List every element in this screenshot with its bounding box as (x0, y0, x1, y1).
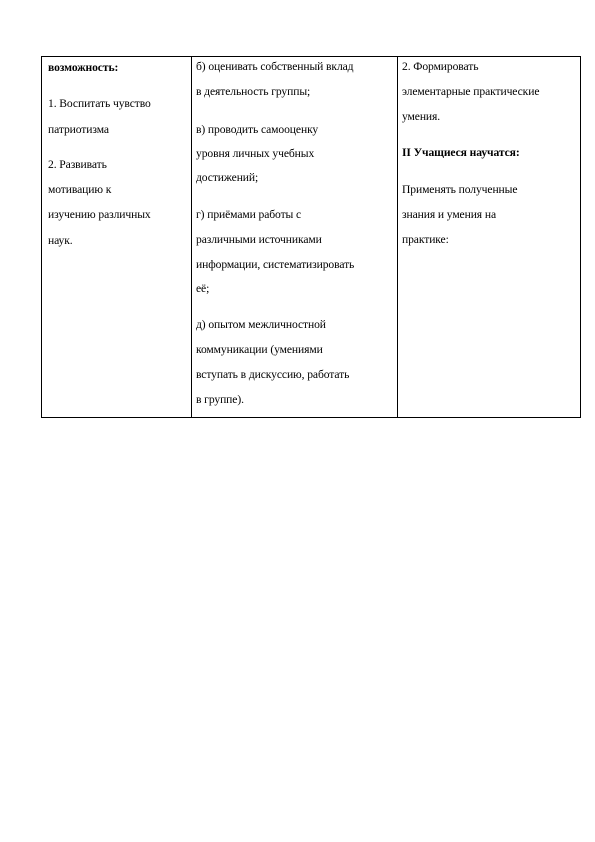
skill-g-line-2: различными источниками (196, 233, 322, 246)
skill-g-line-1: г) приёмами работы с (196, 208, 302, 221)
apply-line-3: практике: (402, 233, 449, 246)
goal-2-line-4: наук. (48, 234, 73, 247)
skill-v-line-3: достижений; (196, 171, 259, 184)
skill-v-line-2: уровня личных учебных (196, 147, 315, 160)
skill-g-line-3: информации, систематизировать (196, 258, 355, 271)
content-table (41, 56, 581, 418)
outcome-2-line-1: 2. Формировать (402, 60, 479, 73)
apply-line-1: Применять полученные (402, 183, 518, 196)
goal-2-line-3: изучению различных (48, 208, 151, 221)
table-column-outcomes (398, 57, 581, 417)
goal-1-line-1: 1. Воспитать чувство (48, 97, 151, 110)
goals-heading: возможность: (48, 61, 119, 74)
goal-2-line-1: 2. Развивать (48, 158, 107, 171)
skill-d-line-2: коммуникации (умениями (196, 343, 323, 356)
apply-line-2: знания и умения на (402, 208, 496, 221)
skill-d-line-4: в группе). (196, 393, 244, 406)
goal-2-line-2: мотивацию к (48, 183, 112, 196)
table-column-skills (192, 57, 398, 417)
skill-d-line-3: вступать в дискуссию, работать (196, 368, 350, 381)
table-column-goals (42, 57, 192, 417)
skill-d-line-1: д) опытом межличностной (196, 318, 326, 331)
outcome-2-line-2: элементарные практические (402, 85, 540, 98)
skill-b-line-1: б) оценивать собственный вклад (196, 60, 354, 73)
skill-b-line-2: в деятельность группы; (196, 85, 311, 98)
students-learn-heading: II Учащиеся научатся: (402, 146, 520, 159)
skill-v-line-1: в) проводить самооценку (196, 123, 319, 136)
skill-g-line-4: её; (196, 282, 210, 295)
outcome-2-line-3: умения. (402, 110, 441, 123)
goal-1-line-2: патриотизма (48, 123, 109, 136)
